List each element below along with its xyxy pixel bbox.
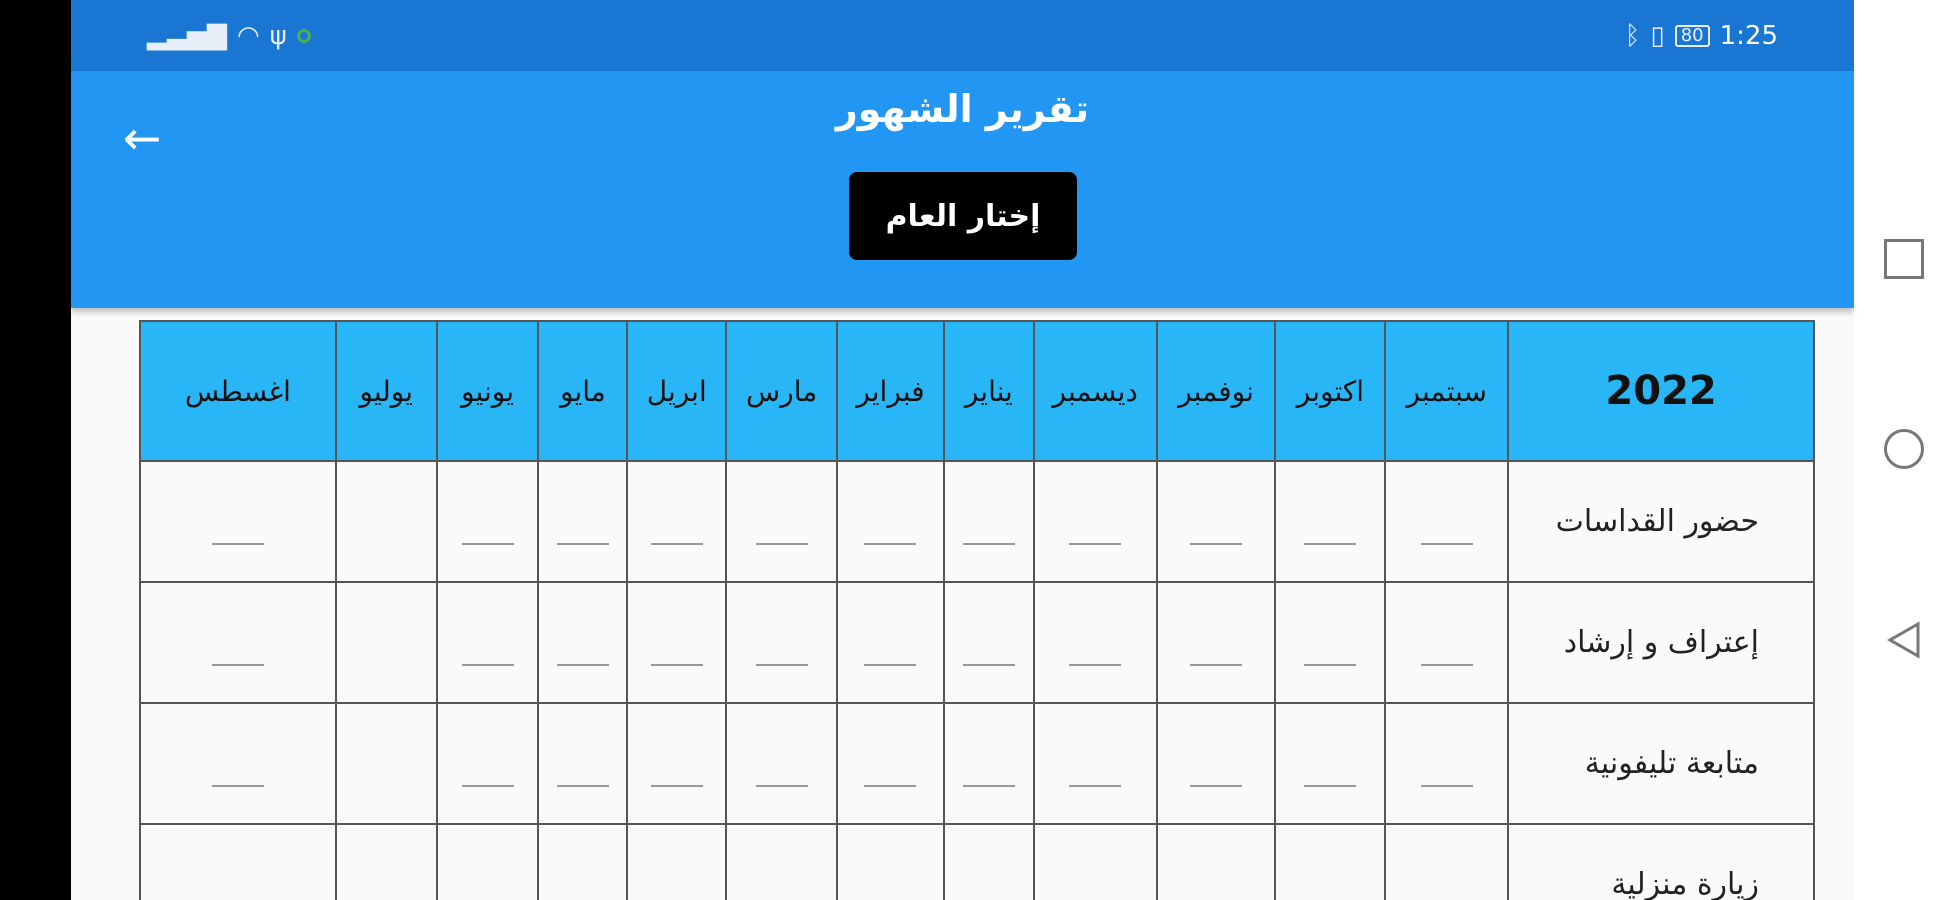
table-cell	[437, 824, 539, 900]
table-cell	[1385, 824, 1508, 900]
empty-value-dash	[756, 873, 808, 900]
table-cell	[726, 824, 837, 900]
status-bar	[71, 0, 1854, 71]
status-time: 1:25	[1719, 20, 1778, 51]
month-header: مايو	[538, 321, 627, 461]
status-bar-left	[147, 20, 311, 51]
empty-value-dash	[212, 873, 264, 900]
table-cell	[1157, 703, 1276, 824]
table-cell	[726, 582, 837, 703]
empty-value-dash	[462, 752, 514, 787]
empty-value-dash	[1421, 873, 1473, 900]
empty-value-dash	[1190, 631, 1242, 666]
home-icon[interactable]	[1884, 429, 1924, 469]
month-header: ديسمبر	[1034, 321, 1157, 461]
empty-value-dash	[1304, 873, 1356, 900]
empty-value-dash	[651, 752, 703, 787]
empty-value-dash	[212, 752, 264, 787]
empty-value-dash	[462, 873, 514, 900]
table-cell	[437, 703, 539, 824]
empty-value-dash	[1190, 510, 1242, 545]
table-cell	[1275, 824, 1385, 900]
table-cell	[627, 703, 726, 824]
table-cell	[1385, 582, 1508, 703]
table-cell	[627, 461, 726, 582]
table-cell	[538, 461, 627, 582]
usb-icon: ψ	[269, 20, 287, 51]
empty-value-dash	[1304, 752, 1356, 787]
vibrate-icon: ▯	[1650, 20, 1665, 51]
empty-value-dash	[1304, 510, 1356, 545]
empty-value-dash	[864, 873, 916, 900]
empty-value-dash	[1421, 510, 1473, 545]
table-cell	[538, 582, 627, 703]
empty-value-dash	[864, 631, 916, 666]
table-row	[140, 582, 1814, 703]
empty-value-dash	[963, 510, 1015, 545]
arrow-left-icon: ←	[122, 111, 162, 165]
year-header: 2022	[1508, 321, 1814, 461]
table-cell	[1034, 461, 1157, 582]
empty-value-dash	[1421, 752, 1473, 787]
table-cell	[336, 461, 437, 582]
empty-value-dash	[557, 752, 609, 787]
empty-value-dash	[1069, 510, 1121, 545]
empty-value-dash	[557, 631, 609, 666]
table-cell	[1385, 703, 1508, 824]
month-header: يوليو	[336, 321, 437, 461]
empty-value-dash	[1421, 631, 1473, 666]
table-cell	[837, 824, 944, 900]
month-header: اكتوبر	[1275, 321, 1385, 461]
monthly-report-table	[139, 320, 1815, 900]
table-cell	[1157, 461, 1276, 582]
empty-value-dash	[212, 631, 264, 666]
row-label: زيارة منزلية	[1508, 824, 1814, 900]
table-cell	[140, 703, 336, 824]
table-cell	[437, 582, 539, 703]
table-cell	[538, 703, 627, 824]
table-cell	[944, 824, 1034, 900]
empty-value-dash	[1069, 631, 1121, 666]
table-cell	[140, 461, 336, 582]
table-cell	[1034, 824, 1157, 900]
battery-icon	[1675, 25, 1710, 47]
table-cell	[336, 824, 437, 900]
select-year-button[interactable]: إختار العام	[849, 172, 1077, 260]
table-cell	[726, 461, 837, 582]
month-header: مارس	[726, 321, 837, 461]
empty-value-dash	[963, 873, 1015, 900]
empty-value-dash	[462, 510, 514, 545]
empty-value-dash	[1304, 631, 1356, 666]
empty-value-dash	[1190, 752, 1242, 787]
table-row	[140, 461, 1814, 582]
bluetooth-icon: ᛒ	[1624, 20, 1641, 51]
table-cell	[944, 582, 1034, 703]
row-label: حضور القداسات	[1508, 461, 1814, 582]
table-body	[140, 461, 1814, 900]
row-label: إعتراف و إرشاد	[1508, 582, 1814, 703]
table-cell	[140, 824, 336, 900]
system-nav-bar	[1854, 0, 1953, 900]
table-cell	[538, 824, 627, 900]
table-cell	[1275, 582, 1385, 703]
table-cell	[837, 582, 944, 703]
empty-value-dash	[1069, 752, 1121, 787]
table-cell	[437, 461, 539, 582]
empty-value-dash	[756, 510, 808, 545]
month-header: فبراير	[837, 321, 944, 461]
table-row	[140, 824, 1814, 900]
month-header: اغسطس	[140, 321, 336, 461]
empty-value-dash	[651, 510, 703, 545]
table-cell	[944, 461, 1034, 582]
table-cell	[1034, 582, 1157, 703]
row-label: متابعة تليفونية	[1508, 703, 1814, 824]
wifi-icon: ◠	[236, 20, 260, 51]
back-triangle	[1884, 620, 1924, 660]
empty-value-dash	[651, 631, 703, 666]
table-cell	[336, 582, 437, 703]
app-bar	[71, 71, 1854, 308]
battery-level: 80	[1680, 24, 1704, 46]
month-header: ابريل	[627, 321, 726, 461]
empty-value-dash	[557, 873, 609, 900]
table-cell	[140, 582, 336, 703]
table-cell	[336, 703, 437, 824]
table-cell	[1275, 461, 1385, 582]
notification-icon	[297, 29, 311, 43]
table-cell	[1385, 461, 1508, 582]
empty-value-dash	[462, 631, 514, 666]
empty-value-dash	[1069, 873, 1121, 900]
table-cell	[1157, 582, 1276, 703]
status-bar-right	[1625, 21, 1778, 51]
table-cell	[837, 703, 944, 824]
empty-value-dash	[963, 631, 1015, 666]
table-cell	[627, 582, 726, 703]
signal-icon: ▂▃▅▇	[147, 20, 227, 51]
back-icon[interactable]	[1884, 620, 1924, 660]
empty-value-dash	[756, 752, 808, 787]
empty-value-dash	[557, 510, 609, 545]
table-cell	[726, 703, 837, 824]
empty-value-dash	[212, 510, 264, 545]
recent-apps-icon[interactable]	[1884, 239, 1924, 279]
empty-value-dash	[864, 752, 916, 787]
month-header: نوفمبر	[1157, 321, 1276, 461]
table-cell	[1275, 703, 1385, 824]
table-cell	[1034, 703, 1157, 824]
empty-value-dash	[756, 631, 808, 666]
report-table-container	[139, 320, 1815, 900]
page-title: تقرير الشهور	[835, 87, 1090, 131]
empty-value-dash	[1190, 873, 1242, 900]
table-cell	[944, 703, 1034, 824]
app-screen	[71, 0, 1854, 900]
table-header-row	[140, 321, 1814, 461]
table-cell	[1157, 824, 1276, 900]
table-cell	[837, 461, 944, 582]
month-header: يونيو	[437, 321, 539, 461]
table-row	[140, 703, 1814, 824]
empty-value-dash	[651, 873, 703, 900]
month-header: يناير	[944, 321, 1034, 461]
empty-value-dash	[963, 752, 1015, 787]
table-cell	[627, 824, 726, 900]
month-header: سبتمبر	[1385, 321, 1508, 461]
empty-value-dash	[864, 510, 916, 545]
